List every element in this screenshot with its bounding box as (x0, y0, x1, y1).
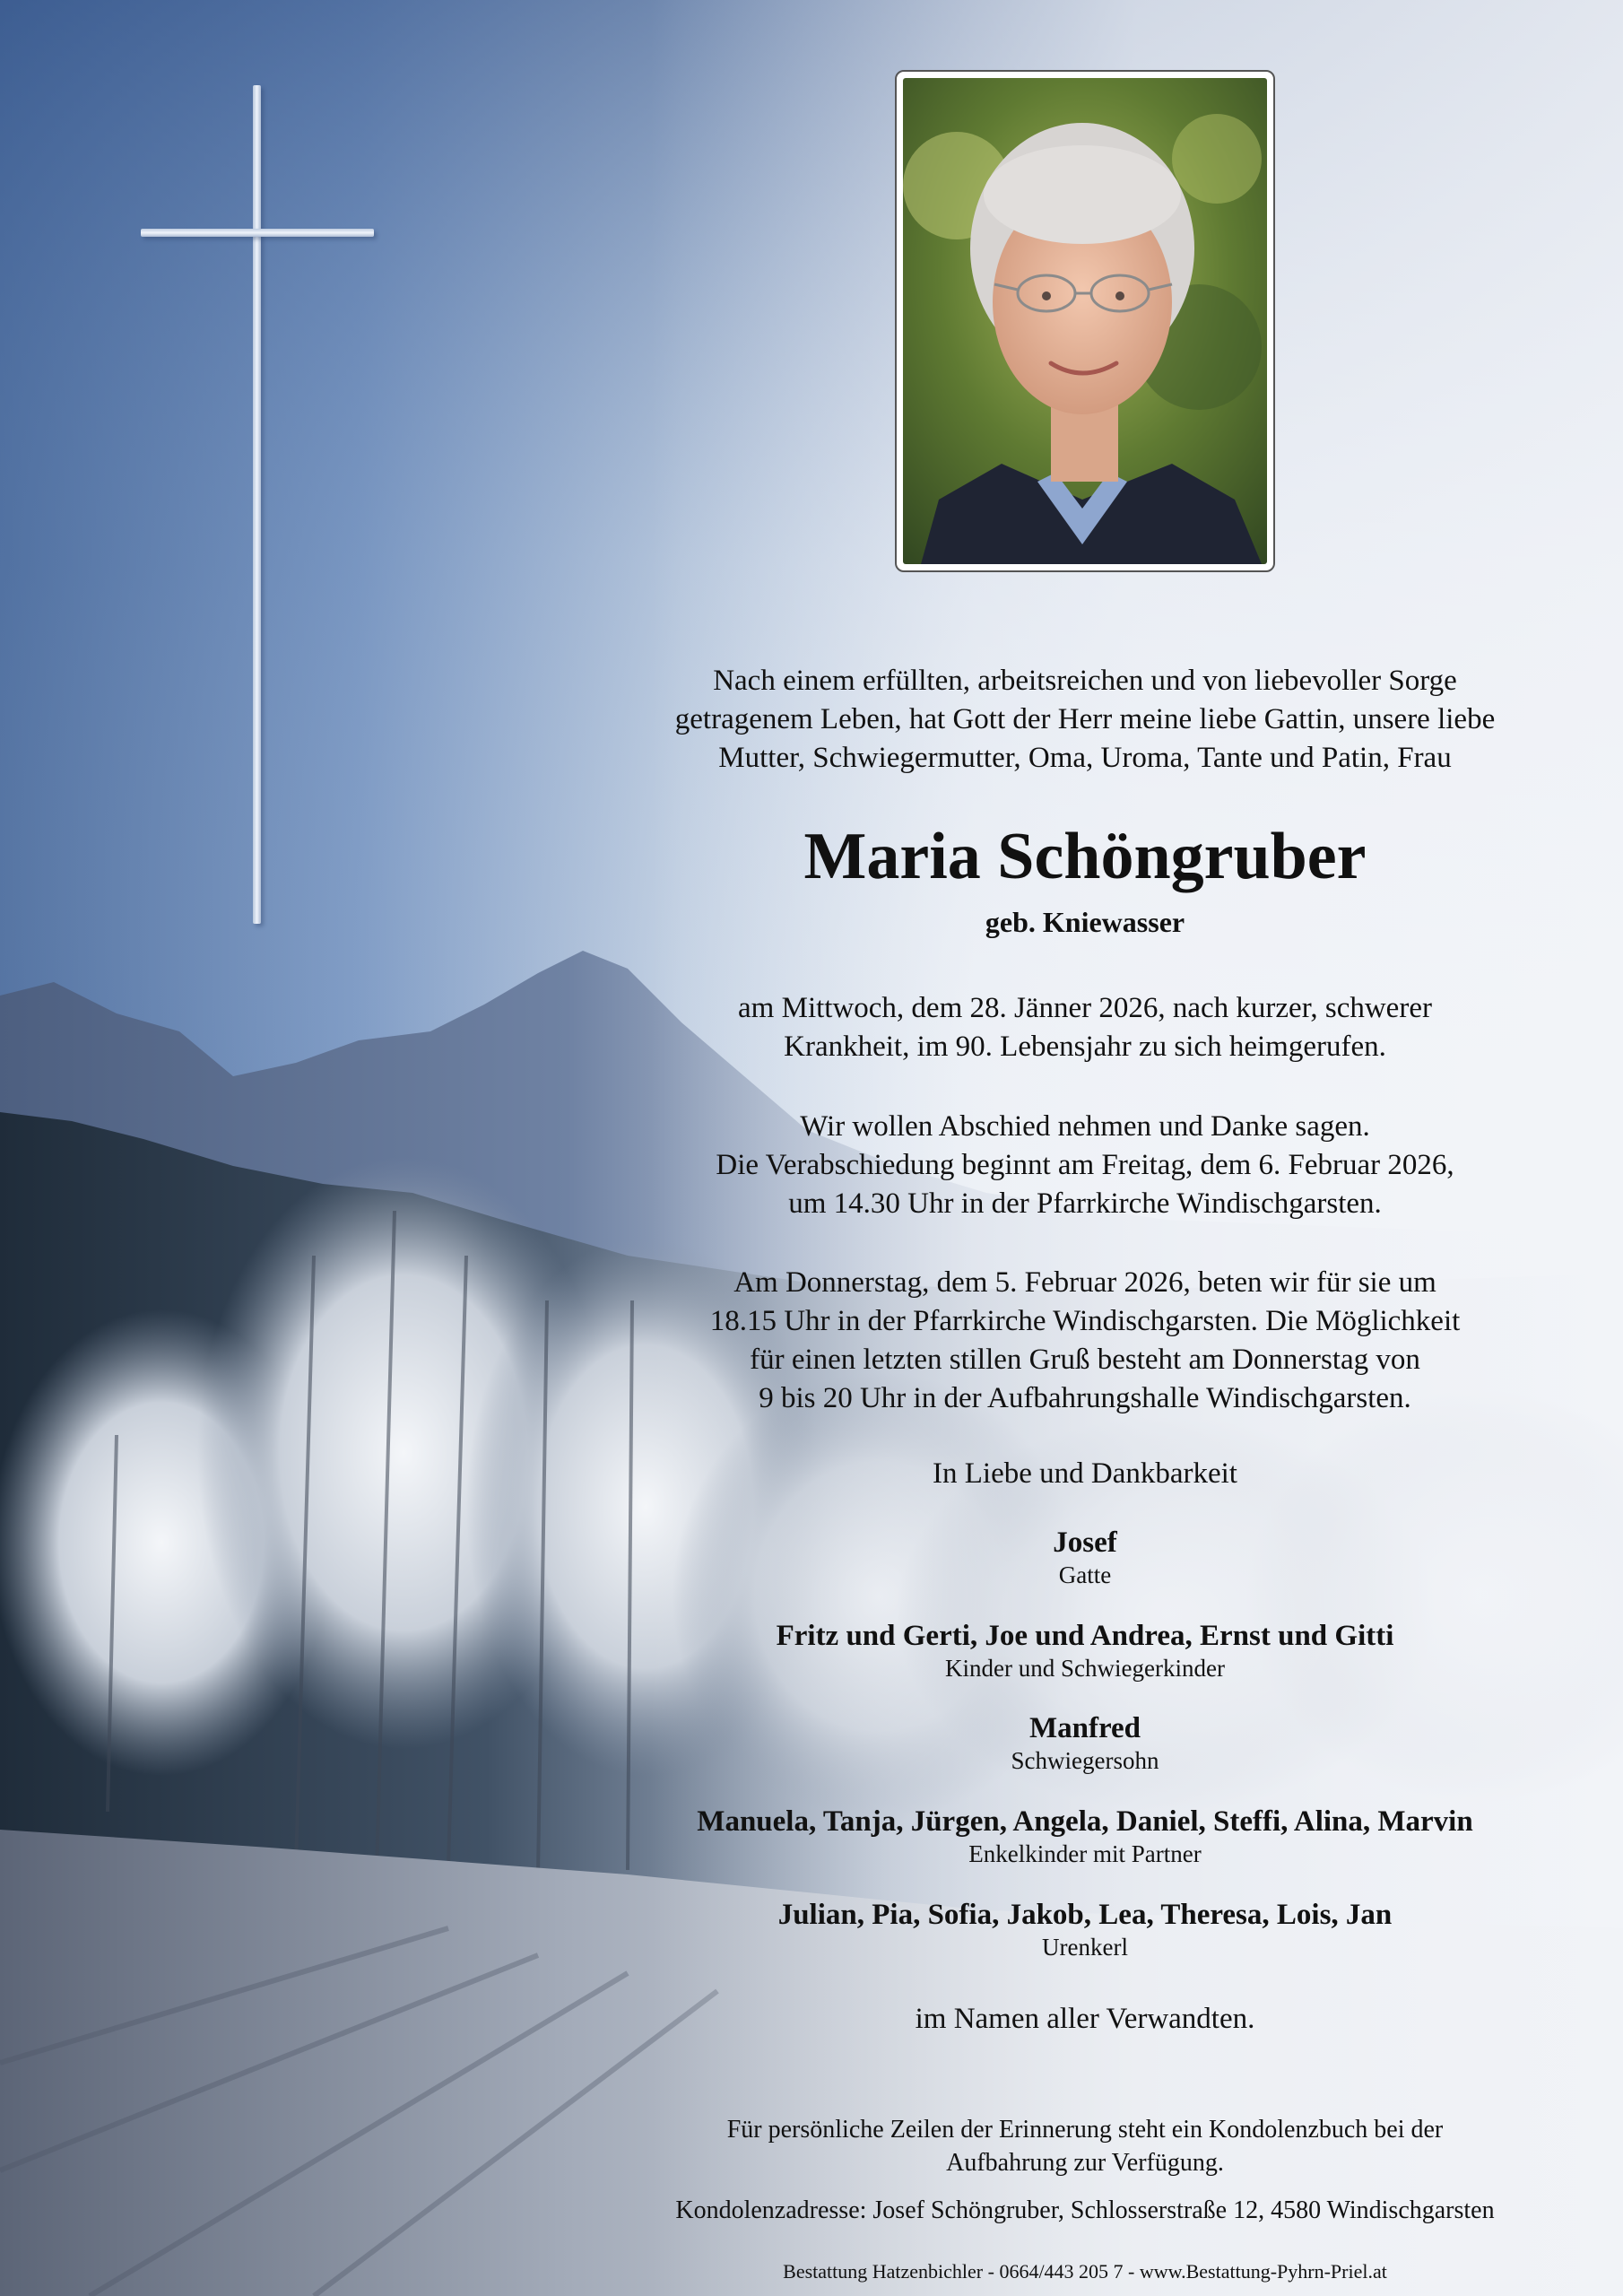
farewell-line: Wir wollen Abschied nehmen und Danke sagen. (800, 1110, 1370, 1143)
condolence-line: Aufbahrung zur Verfügung. (946, 2149, 1224, 2177)
cross-icon (253, 85, 261, 924)
prayer-notice (628, 1264, 1542, 1418)
portrait-image (903, 78, 1267, 564)
relatives-text: im Namen aller Verwandten. (915, 2003, 1255, 2035)
family-role: Urenkerl (1042, 1934, 1128, 1961)
prayer-line: Am Donnerstag, dem 5. Februar 2026, beten wir für sie um (733, 1266, 1436, 1299)
family-names: Julian, Pia, Sofia, Jakob, Lea, Theresa, Lois, Jan (777, 1899, 1393, 1931)
death-notice (628, 989, 1542, 1066)
family-role: Schwiegersohn (1011, 1747, 1159, 1774)
farewell-notice (628, 1108, 1542, 1223)
farewell-line: um 14.30 Uhr in der Pfarrkirche Windischgarsten. (788, 1187, 1382, 1220)
maiden-name: geb. Kniewasser (985, 906, 1185, 938)
family-names: Manfred (1028, 1712, 1141, 1744)
family-role: Kinder und Schwiegerkinder (945, 1655, 1225, 1682)
condolence-address: Kondolenzadresse: Josef Schöngruber, Schlosserstraße 12, 4580 Windischgarsten (675, 2196, 1495, 2224)
prayer-line: 18.15 Uhr in der Pfarrkirche Windischgarsten. Die Möglichkeit (709, 1305, 1461, 1337)
family-names: Josef (1053, 1526, 1117, 1559)
family-group (628, 1710, 1542, 1775)
intro-text (628, 662, 1542, 778)
closing-text: In Liebe und Dankbarkeit (933, 1457, 1237, 1490)
death-line: am Mittwoch, dem 28. Jänner 2026, nach kurzer, schwerer (738, 992, 1432, 1024)
death-line: Krankheit, im 90. Lebensjahr zu sich heimgerufen. (784, 1031, 1386, 1063)
prayer-line: 9 bis 20 Uhr in der Aufbahrungshalle Windischgarsten. (759, 1382, 1411, 1414)
deceased-name: Maria Schöngruber (803, 820, 1367, 893)
family-names: Fritz und Gerti, Joe und Andrea, Ernst und Gitti (776, 1620, 1394, 1652)
intro-line: Mutter, Schwiegermutter, Oma, Uroma, Tante und Patin, Frau (718, 742, 1452, 774)
condolence-line: Für persönliche Zeilen der Erinnerung steht ein Kondolenzbuch bei der (726, 2116, 1444, 2144)
farewell-line: Die Verabschiedung beginnt am Freitag, dem 6. Februar 2026, (716, 1149, 1454, 1181)
intro-line: getragenem Leben, hat Gott der Herr meine liebe Gattin, unsere liebe (674, 703, 1496, 735)
family-group (628, 1618, 1542, 1683)
family-role: Gatte (1058, 1561, 1112, 1588)
portrait-photo (895, 70, 1275, 572)
family-group (628, 1525, 1542, 1589)
family-role: Enkelkinder mit Partner (968, 1840, 1202, 1867)
prayer-line: für einen letzten stillen Gruß besteht am Donnerstag von (750, 1344, 1420, 1376)
family-group (628, 1897, 1542, 1961)
undertaker-info: Bestattung Hatzenbichler - 0664/443 205 7 - www.Bestattung-Pyhrn-Priel.at (783, 2260, 1387, 2283)
cross-icon-bar (141, 229, 374, 237)
family-names: Manuela, Tanja, Jürgen, Angela, Daniel, Steffi, Alina, Marvin (697, 1805, 1473, 1838)
family-group (628, 1804, 1542, 1868)
intro-line: Nach einem erfüllten, arbeitsreichen und von liebevoller Sorge (713, 665, 1457, 697)
condolence-note (628, 2113, 1542, 2179)
